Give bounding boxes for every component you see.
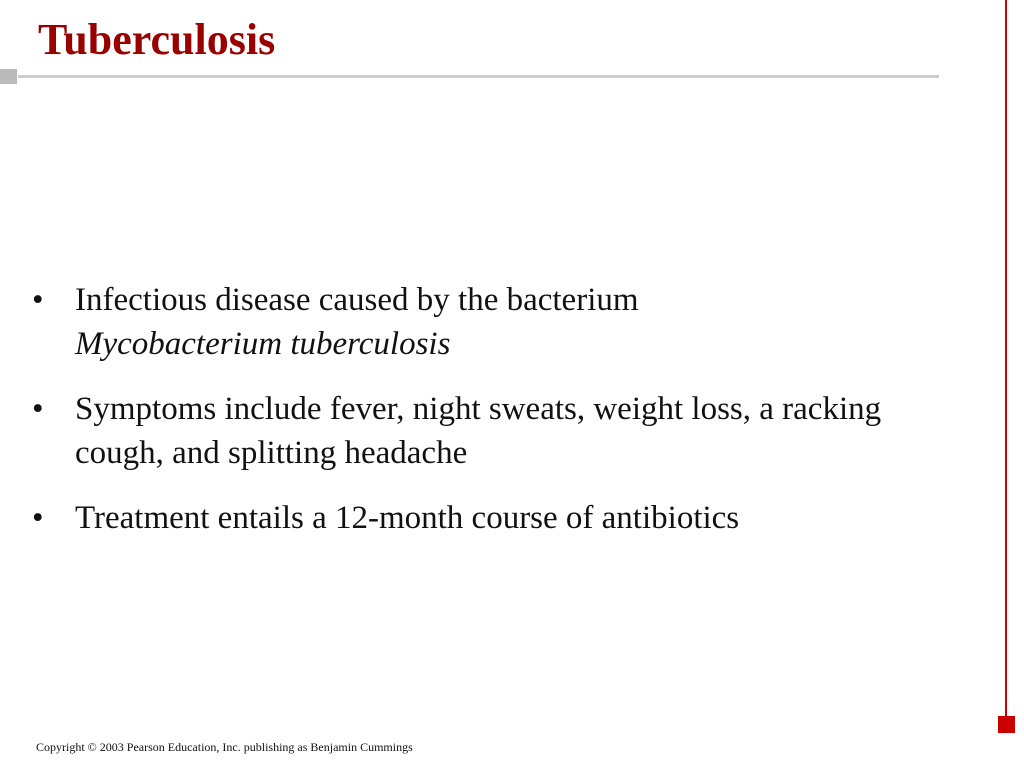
right-edge-rule bbox=[1005, 0, 1007, 716]
bullet-list bbox=[32, 278, 972, 561]
bullet-text: Infectious disease caused by the bacterium bbox=[75, 282, 639, 318]
slide-title: Tuberculosis bbox=[38, 15, 276, 64]
bullet-icon: • bbox=[32, 391, 44, 427]
bullet-species-name: Mycobacterium tuberculosis bbox=[75, 326, 451, 362]
bullet-text: Symptoms include fever, night sweats, weight loss, a racking cough, and splitting headache bbox=[75, 391, 882, 471]
bullet-icon: • bbox=[32, 282, 44, 318]
decorative-square-top-left bbox=[0, 69, 17, 84]
decorative-square-bottom-right bbox=[998, 716, 1015, 733]
bullet-item-treatment bbox=[32, 496, 972, 540]
bullet-text: Treatment entails a 12-month course of antibiotics bbox=[75, 500, 740, 536]
bullet-icon: • bbox=[32, 500, 44, 536]
bullet-item-definition bbox=[32, 278, 972, 366]
copyright-footer: Copyright © 2003 Pearson Education, Inc. publishing as Benjamin Cummings bbox=[36, 740, 413, 754]
title-divider bbox=[18, 75, 939, 78]
bullet-item-symptoms bbox=[32, 387, 972, 475]
